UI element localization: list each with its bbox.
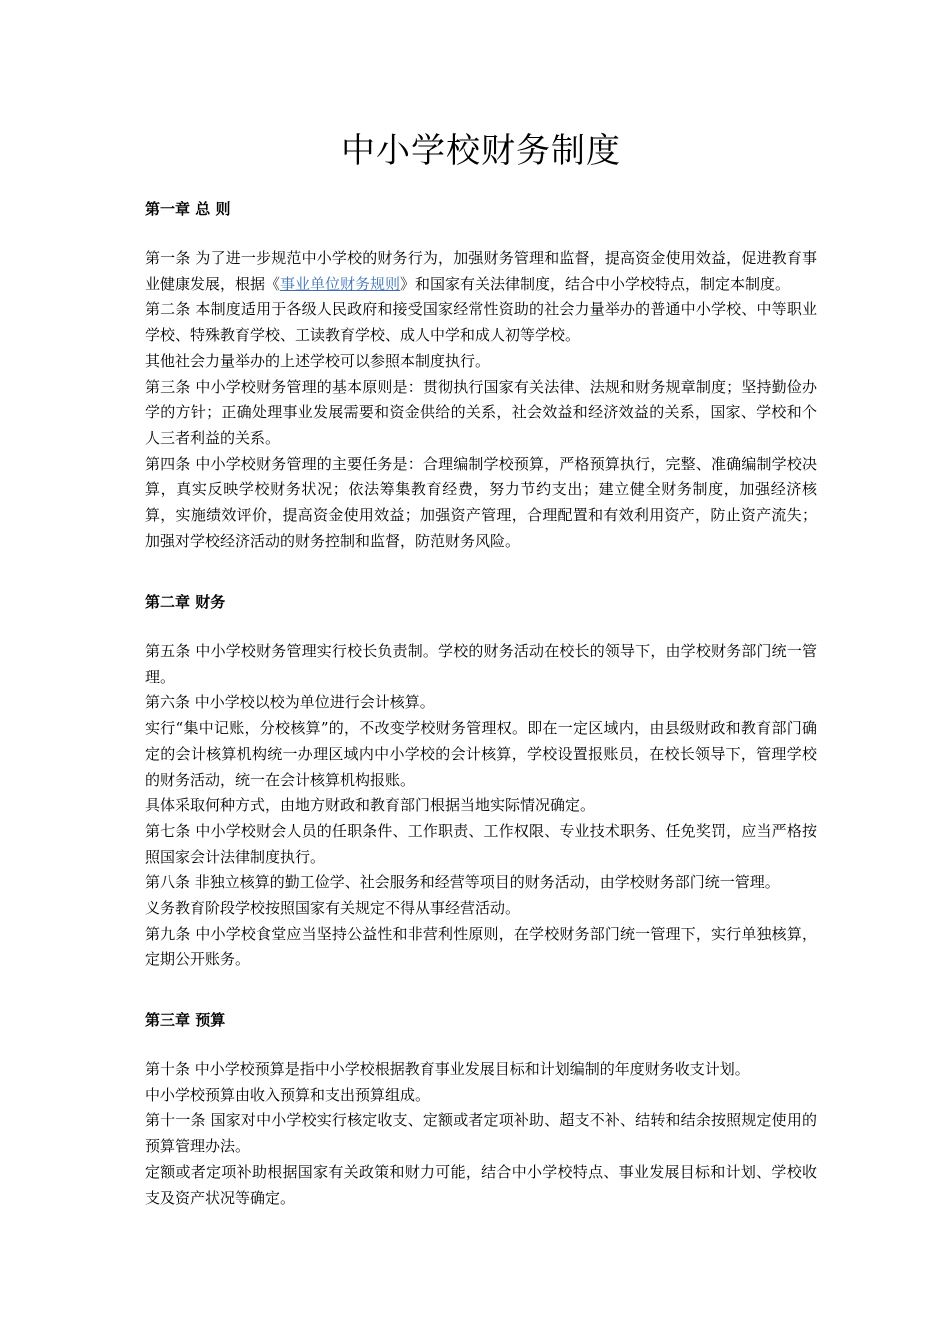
- article-8: 第八条 非独立核算的勤工俭学、社会服务和经营等项目的财务活动，由学校财务部门统一管理。: [145, 873, 780, 892]
- article-text: 》和国家有关法律制度，结合中小学校特点，制定本制度。: [400, 274, 791, 293]
- article-text: 第一条 为了进一步规范中小学校的财务行为，加强财务管理和监督，提高资金使用效益，促进教育事业健康发展，根据《: [145, 249, 817, 293]
- article-4: 第四条 中小学校财务管理的主要任务是：合理编制学校预算，严格预算执行，完整、准确编制学校决算，真实反映学校财务状况；依法筹集教育经费，努力节约支出；建立健全财务制度，加强经济核算，实施绩效评价，提高资金使用效益；加强资产管理，合理配置和有效利用资产，防止资产流失；加强对学校经济活动的财务控制和监督，防范财务风险。: [145, 454, 817, 550]
- article-6: 第六条 中小学校以校为单位进行会计核算。: [145, 693, 435, 712]
- article-8-note: 义务教育阶段学校按照国家有关规定不得从事经营活动。: [145, 899, 521, 918]
- regulation-link[interactable]: 事业单位财务规则: [280, 274, 401, 293]
- article-1: [145, 246, 817, 297]
- chapter-3: [145, 1010, 817, 1211]
- chapter-1: [145, 199, 817, 554]
- article-5: 第五条 中小学校财务管理实行校长负责制。学校的财务活动在校长的领导下，由学校财务部门统一管理。: [145, 642, 817, 686]
- article-11: 第十一条 国家对中小学校实行核定收支、定额或者定项补助、超支不补、结转和结余按照规定使用的预算管理办法。: [145, 1111, 817, 1156]
- chapter-heading: 第三章 预算: [145, 1011, 226, 1029]
- article-6-note: 具体采取何种方式，由地方财政和教育部门根据当地实际情况确定。: [145, 796, 596, 815]
- article-9: 第九条 中小学校食堂应当坚持公益性和非营利性原则，在学校财务部门统一管理下，实行单独核算，定期公开账务。: [145, 924, 817, 969]
- article-7: 第七条 中小学校财会人员的任职条件、工作职责、工作权限、专业技术职务、任免奖罚，应当严格按照国家会计法律制度执行。: [145, 821, 817, 866]
- chapter-heading: 第二章 财务: [145, 593, 226, 611]
- article-11-note: 定额或者定项补助根据国家有关政策和财力可能，结合中小学校特点、事业发展目标和计划、学校收支及资产状况等确定。: [145, 1162, 817, 1207]
- article-10: 第十条 中小学校预算是指中小学校根据教育事业发展目标和计划编制的年度财务收支计划。: [145, 1060, 750, 1078]
- article-2: 第二条 本制度适用于各级人民政府和接受国家经常性资助的社会力量举办的普通中小学校、中等职业学校、特殊教育学校、工读教育学校、成人中学和成人初等学校。: [145, 300, 817, 345]
- chapter-2: [145, 592, 817, 973]
- page-title: 中小学校财务制度: [341, 131, 621, 171]
- article-10-note: 中小学校预算由收入预算和支出预算组成。: [145, 1085, 431, 1104]
- article-6-detail: 实行“集中记账，分校核算”的，不改变学校财务管理权。即在一定区域内，由县级财政和教育部门确定的会计核算机构统一办理区域内中小学校的会计核算，学校设置报账员，在校长领导下，管理学校的财务活动，统一在会计核算机构报账。: [145, 719, 817, 789]
- article-2-note: 其他社会力量举办的上述学校可以参照本制度执行。: [145, 351, 491, 370]
- article-3: 第三条 中小学校财务管理的基本原则是：贯彻执行国家有关法律、法规和财务规章制度；坚持勤俭办学的方针；正确处理事业发展需要和资金供给的关系，社会效益和经济效益的关系，国家、学校和个人三者利益的关系。: [145, 377, 817, 447]
- chapter-heading: 第一章 总 则: [145, 200, 231, 218]
